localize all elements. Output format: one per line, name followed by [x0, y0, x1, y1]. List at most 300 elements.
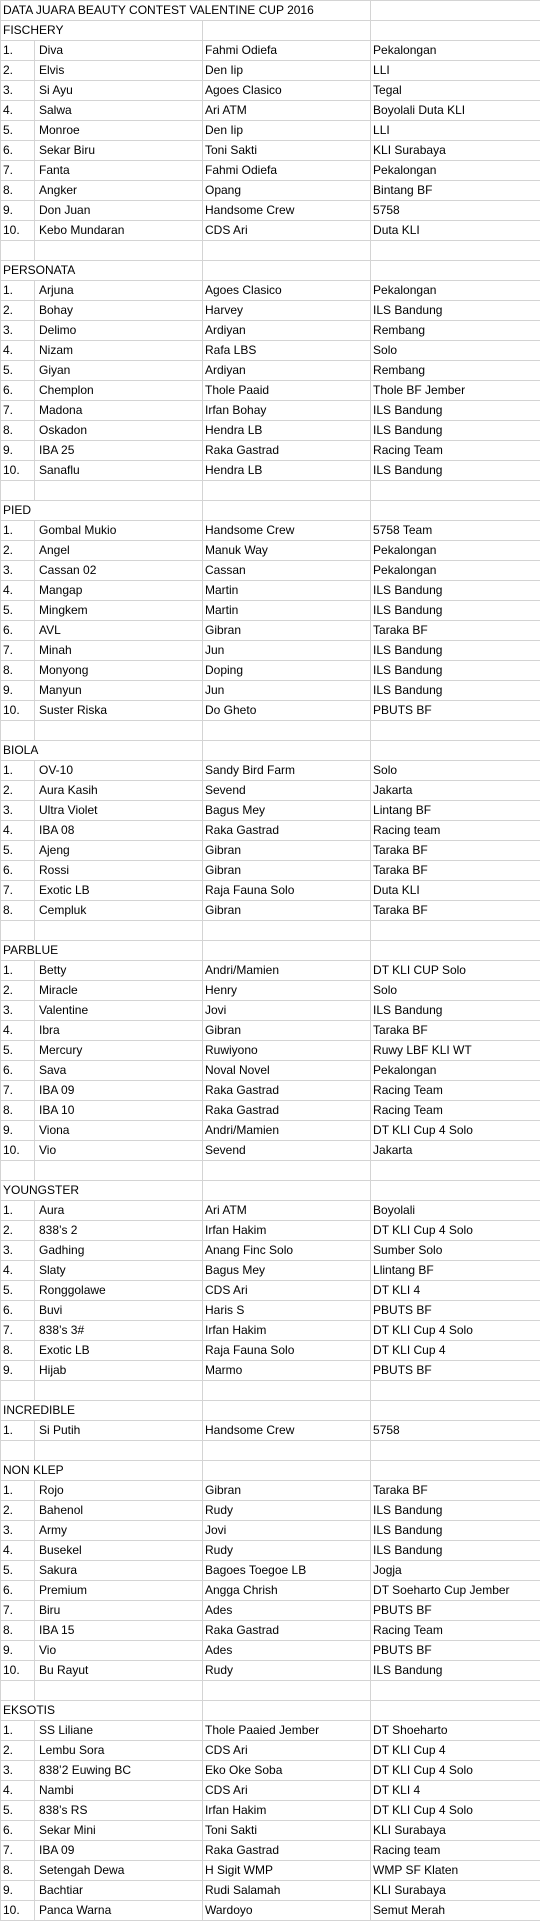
team-cell[interactable]: 5758 [371, 1421, 540, 1441]
owner-cell[interactable]: Wardoyo [203, 1901, 371, 1921]
bird-name-cell[interactable]: Nizam [35, 341, 203, 361]
rank-cell[interactable]: 1. [1, 761, 35, 781]
rank-cell[interactable]: 8. [1, 1861, 35, 1881]
bird-name-cell[interactable]: Aura [35, 1201, 203, 1221]
owner-cell[interactable]: Cassan [203, 561, 371, 581]
team-cell[interactable]: Pekalongan [371, 541, 540, 561]
rank-cell[interactable]: 6. [1, 1061, 35, 1081]
team-cell[interactable]: 5758 Team [371, 521, 540, 541]
bird-name-cell[interactable]: Viona [35, 1121, 203, 1141]
team-cell[interactable]: Pekalongan [371, 561, 540, 581]
bird-name-cell[interactable]: Chemplon [35, 381, 203, 401]
rank-cell[interactable]: 10. [1, 701, 35, 721]
rank-cell[interactable]: 9. [1, 1881, 35, 1901]
team-cell[interactable]: Racing Team [371, 1101, 540, 1121]
team-cell[interactable]: ILS Bandung [371, 461, 540, 481]
bird-name-cell[interactable]: Monyong [35, 661, 203, 681]
team-cell[interactable]: Llintang BF [371, 1261, 540, 1281]
team-cell[interactable]: DT KLI Cup 4 Solo [371, 1801, 540, 1821]
team-cell[interactable]: Solo [371, 341, 540, 361]
empty-cell[interactable] [371, 1461, 540, 1481]
owner-cell[interactable]: Irfan Hakim [203, 1221, 371, 1241]
owner-cell[interactable]: Irfan Hakim [203, 1321, 371, 1341]
owner-cell[interactable]: Opang [203, 181, 371, 201]
owner-cell[interactable]: Martin [203, 601, 371, 621]
empty-cell[interactable] [371, 1181, 540, 1201]
rank-cell[interactable]: 7. [1, 1841, 35, 1861]
owner-cell[interactable]: Eko Oke Soba [203, 1761, 371, 1781]
team-cell[interactable]: Solo [371, 761, 540, 781]
owner-cell[interactable]: Thole Paaid [203, 381, 371, 401]
bird-name-cell[interactable]: Don Juan [35, 201, 203, 221]
rank-cell[interactable]: 6. [1, 861, 35, 881]
team-cell[interactable]: Duta KLI [371, 221, 540, 241]
bird-name-cell[interactable]: Suster Riska [35, 701, 203, 721]
empty-cell[interactable] [1, 1381, 35, 1401]
owner-cell[interactable]: Fahmi Odiefa [203, 161, 371, 181]
bird-name-cell[interactable]: Angker [35, 181, 203, 201]
bird-name-cell[interactable]: Diva [35, 41, 203, 61]
owner-cell[interactable]: Noval Novel [203, 1061, 371, 1081]
rank-cell[interactable]: 8. [1, 181, 35, 201]
owner-cell[interactable]: Raka Gastrad [203, 1081, 371, 1101]
rank-cell[interactable]: 9. [1, 201, 35, 221]
bird-name-cell[interactable]: Salwa [35, 101, 203, 121]
bird-name-cell[interactable]: Slaty [35, 1261, 203, 1281]
rank-cell[interactable]: 9. [1, 441, 35, 461]
empty-cell[interactable] [203, 941, 371, 961]
owner-cell[interactable]: Harvey [203, 301, 371, 321]
empty-cell[interactable] [203, 261, 371, 281]
empty-cell[interactable] [371, 1381, 540, 1401]
owner-cell[interactable]: Andri/Mamien [203, 961, 371, 981]
bird-name-cell[interactable]: 838’2 Euwing BC [35, 1761, 203, 1781]
bird-name-cell[interactable]: Kebo Mundaran [35, 221, 203, 241]
team-cell[interactable]: Pekalongan [371, 161, 540, 181]
team-cell[interactable]: ILS Bandung [371, 301, 540, 321]
empty-cell[interactable] [203, 1441, 371, 1461]
bird-name-cell[interactable]: Monroe [35, 121, 203, 141]
rank-cell[interactable]: 2. [1, 781, 35, 801]
section-title[interactable]: NON KLEP [1, 1461, 203, 1481]
owner-cell[interactable]: Rudy [203, 1501, 371, 1521]
team-cell[interactable]: ILS Bandung [371, 421, 540, 441]
team-cell[interactable]: Pekalongan [371, 281, 540, 301]
owner-cell[interactable]: Raka Gastrad [203, 1101, 371, 1121]
team-cell[interactable]: DT KLI 4 [371, 1781, 540, 1801]
empty-cell[interactable] [371, 941, 540, 961]
owner-cell[interactable]: Raka Gastrad [203, 441, 371, 461]
rank-cell[interactable]: 6. [1, 141, 35, 161]
team-cell[interactable]: ILS Bandung [371, 641, 540, 661]
bird-name-cell[interactable]: Minah [35, 641, 203, 661]
bird-name-cell[interactable]: Arjuna [35, 281, 203, 301]
rank-cell[interactable]: 10. [1, 1661, 35, 1681]
bird-name-cell[interactable]: SS Liliane [35, 1721, 203, 1741]
bird-name-cell[interactable]: Premium [35, 1581, 203, 1601]
owner-cell[interactable]: Raka Gastrad [203, 1841, 371, 1861]
empty-cell[interactable] [1, 1161, 35, 1181]
bird-name-cell[interactable]: Vio [35, 1141, 203, 1161]
empty-cell[interactable] [371, 481, 540, 501]
team-cell[interactable]: DT Shoeharto [371, 1721, 540, 1741]
rank-cell[interactable]: 7. [1, 161, 35, 181]
bird-name-cell[interactable]: Setengah Dewa [35, 1861, 203, 1881]
team-cell[interactable]: LLI [371, 61, 540, 81]
rank-cell[interactable]: 2. [1, 61, 35, 81]
bird-name-cell[interactable]: Panca Warna [35, 1901, 203, 1921]
empty-cell[interactable] [1, 241, 35, 261]
rank-cell[interactable]: 6. [1, 1821, 35, 1841]
bird-name-cell[interactable]: Bu Rayut [35, 1661, 203, 1681]
team-cell[interactable]: Boyolali [371, 1201, 540, 1221]
team-cell[interactable]: ILS Bandung [371, 681, 540, 701]
empty-cell[interactable] [371, 1681, 540, 1701]
empty-cell[interactable] [371, 261, 540, 281]
rank-cell[interactable]: 4. [1, 1261, 35, 1281]
team-cell[interactable]: Jakarta [371, 1141, 540, 1161]
bird-name-cell[interactable]: Rossi [35, 861, 203, 881]
owner-cell[interactable]: Angga Chrish [203, 1581, 371, 1601]
bird-name-cell[interactable]: Army [35, 1521, 203, 1541]
owner-cell[interactable]: Handsome Crew [203, 521, 371, 541]
bird-name-cell[interactable]: Ibra [35, 1021, 203, 1041]
team-cell[interactable]: Taraka BF [371, 621, 540, 641]
section-title[interactable]: FISCHERY [1, 21, 203, 41]
owner-cell[interactable]: H Sigit WMP [203, 1861, 371, 1881]
bird-name-cell[interactable]: Sava [35, 1061, 203, 1081]
owner-cell[interactable]: Gibran [203, 901, 371, 921]
rank-cell[interactable]: 3. [1, 1001, 35, 1021]
team-cell[interactable]: ILS Bandung [371, 1661, 540, 1681]
rank-cell[interactable]: 10. [1, 461, 35, 481]
empty-cell[interactable] [203, 481, 371, 501]
team-cell[interactable]: ILS Bandung [371, 1501, 540, 1521]
owner-cell[interactable]: Gibran [203, 1021, 371, 1041]
empty-cell[interactable] [35, 481, 203, 501]
team-cell[interactable]: ILS Bandung [371, 1541, 540, 1561]
team-cell[interactable]: Racing Team [371, 1081, 540, 1101]
bird-name-cell[interactable]: Cassan 02 [35, 561, 203, 581]
rank-cell[interactable]: 3. [1, 561, 35, 581]
rank-cell[interactable]: 8. [1, 901, 35, 921]
empty-cell[interactable] [1, 1441, 35, 1461]
bird-name-cell[interactable]: Exotic LB [35, 881, 203, 901]
rank-cell[interactable]: 7. [1, 1081, 35, 1101]
bird-name-cell[interactable]: Oskadon [35, 421, 203, 441]
team-cell[interactable]: DT KLI Cup 4 [371, 1341, 540, 1361]
owner-cell[interactable]: Gibran [203, 841, 371, 861]
empty-cell[interactable] [371, 1161, 540, 1181]
owner-cell[interactable]: Ades [203, 1601, 371, 1621]
empty-cell[interactable] [1, 721, 35, 741]
rank-cell[interactable]: 1. [1, 1421, 35, 1441]
empty-cell[interactable] [203, 501, 371, 521]
bird-name-cell[interactable]: Si Ayu [35, 81, 203, 101]
owner-cell[interactable]: Marmo [203, 1361, 371, 1381]
rank-cell[interactable]: 10. [1, 1141, 35, 1161]
owner-cell[interactable]: Andri/Mamien [203, 1121, 371, 1141]
bird-name-cell[interactable]: Si Putih [35, 1421, 203, 1441]
owner-cell[interactable]: Hendra LB [203, 461, 371, 481]
rank-cell[interactable]: 2. [1, 981, 35, 1001]
owner-cell[interactable]: Rafa LBS [203, 341, 371, 361]
owner-cell[interactable]: Toni Sakti [203, 141, 371, 161]
bird-name-cell[interactable]: Sanaflu [35, 461, 203, 481]
empty-cell[interactable] [35, 1381, 203, 1401]
bird-name-cell[interactable]: Ultra Violet [35, 801, 203, 821]
team-cell[interactable]: Boyolali Duta KLI [371, 101, 540, 121]
owner-cell[interactable]: Do Gheto [203, 701, 371, 721]
rank-cell[interactable]: 4. [1, 101, 35, 121]
team-cell[interactable]: DT KLI 4 [371, 1281, 540, 1301]
bird-name-cell[interactable]: Sekar Biru [35, 141, 203, 161]
bird-name-cell[interactable]: Biru [35, 1601, 203, 1621]
team-cell[interactable]: KLI Surabaya [371, 1821, 540, 1841]
rank-cell[interactable]: 6. [1, 621, 35, 641]
empty-cell[interactable] [203, 1701, 371, 1721]
rank-cell[interactable]: 9. [1, 1361, 35, 1381]
team-cell[interactable]: Sumber Solo [371, 1241, 540, 1261]
owner-cell[interactable]: Jun [203, 641, 371, 661]
bird-name-cell[interactable]: Madona [35, 401, 203, 421]
section-title[interactable]: INCREDIBLE [1, 1401, 203, 1421]
rank-cell[interactable]: 7. [1, 1321, 35, 1341]
team-cell[interactable]: Rembang [371, 361, 540, 381]
rank-cell[interactable]: 8. [1, 661, 35, 681]
team-cell[interactable]: Taraka BF [371, 861, 540, 881]
team-cell[interactable]: PBUTS BF [371, 1641, 540, 1661]
section-title[interactable]: PERSONATA [1, 261, 203, 281]
bird-name-cell[interactable]: AVL [35, 621, 203, 641]
owner-cell[interactable]: Agoes Clasico [203, 281, 371, 301]
rank-cell[interactable]: 5. [1, 121, 35, 141]
rank-cell[interactable]: 8. [1, 421, 35, 441]
bird-name-cell[interactable]: Ronggolawe [35, 1281, 203, 1301]
owner-cell[interactable]: Thole Paaied Jember [203, 1721, 371, 1741]
team-cell[interactable]: Jakarta [371, 781, 540, 801]
owner-cell[interactable]: Den Iip [203, 121, 371, 141]
rank-cell[interactable]: 5. [1, 1561, 35, 1581]
section-title[interactable]: PIED [1, 501, 203, 521]
owner-cell[interactable]: CDS Ari [203, 1741, 371, 1761]
bird-name-cell[interactable]: Aura Kasih [35, 781, 203, 801]
rank-cell[interactable]: 2. [1, 1221, 35, 1241]
team-cell[interactable]: DT KLI Cup 4 Solo [371, 1121, 540, 1141]
owner-cell[interactable]: Hendra LB [203, 421, 371, 441]
rank-cell[interactable]: 4. [1, 581, 35, 601]
bird-name-cell[interactable]: IBA 09 [35, 1081, 203, 1101]
bird-name-cell[interactable]: IBA 15 [35, 1621, 203, 1641]
owner-cell[interactable]: Anang Finc Solo [203, 1241, 371, 1261]
rank-cell[interactable]: 1. [1, 1721, 35, 1741]
bird-name-cell[interactable]: Manyun [35, 681, 203, 701]
owner-cell[interactable]: Jun [203, 681, 371, 701]
team-cell[interactable]: ILS Bandung [371, 1521, 540, 1541]
team-cell[interactable]: Ruwy LBF KLI WT [371, 1041, 540, 1061]
bird-name-cell[interactable]: Gombal Mukio [35, 521, 203, 541]
team-cell[interactable]: DT KLI CUP Solo [371, 961, 540, 981]
team-cell[interactable]: LLI [371, 121, 540, 141]
empty-cell[interactable] [203, 1161, 371, 1181]
empty-cell[interactable] [203, 21, 371, 41]
rank-cell[interactable]: 7. [1, 881, 35, 901]
team-cell[interactable]: Taraka BF [371, 1021, 540, 1041]
rank-cell[interactable]: 1. [1, 41, 35, 61]
bird-name-cell[interactable]: Gadhing [35, 1241, 203, 1261]
owner-cell[interactable]: Bagoes Toegoe LB [203, 1561, 371, 1581]
owner-cell[interactable]: Handsome Crew [203, 201, 371, 221]
owner-cell[interactable]: Sevend [203, 1141, 371, 1161]
team-cell[interactable]: KLI Surabaya [371, 1881, 540, 1901]
empty-cell[interactable] [1, 921, 35, 941]
rank-cell[interactable]: 8. [1, 1621, 35, 1641]
bird-name-cell[interactable]: Bohay [35, 301, 203, 321]
bird-name-cell[interactable]: Lembu Sora [35, 1741, 203, 1761]
team-cell[interactable]: Pekalongan [371, 41, 540, 61]
owner-cell[interactable]: Irfan Hakim [203, 1801, 371, 1821]
bird-name-cell[interactable]: Ajeng [35, 841, 203, 861]
owner-cell[interactable]: Raka Gastrad [203, 821, 371, 841]
owner-cell[interactable]: Ardiyan [203, 361, 371, 381]
empty-cell[interactable] [203, 1681, 371, 1701]
empty-cell[interactable] [371, 1701, 540, 1721]
rank-cell[interactable]: 9. [1, 1121, 35, 1141]
empty-cell[interactable] [371, 1401, 540, 1421]
bird-name-cell[interactable]: Mangap [35, 581, 203, 601]
rank-cell[interactable]: 2. [1, 541, 35, 561]
rank-cell[interactable]: 5. [1, 1041, 35, 1061]
team-cell[interactable]: Rembang [371, 321, 540, 341]
team-cell[interactable]: ILS Bandung [371, 601, 540, 621]
rank-cell[interactable]: 5. [1, 1281, 35, 1301]
team-cell[interactable]: Racing Team [371, 1621, 540, 1641]
owner-cell[interactable]: Ruwiyono [203, 1041, 371, 1061]
owner-cell[interactable]: Bagus Mey [203, 801, 371, 821]
owner-cell[interactable]: Gibran [203, 621, 371, 641]
team-cell[interactable]: ILS Bandung [371, 581, 540, 601]
owner-cell[interactable]: Doping [203, 661, 371, 681]
bird-name-cell[interactable]: Fanta [35, 161, 203, 181]
owner-cell[interactable]: Ari ATM [203, 101, 371, 121]
rank-cell[interactable]: 8. [1, 1341, 35, 1361]
team-cell[interactable]: DT KLI Cup 4 Solo [371, 1761, 540, 1781]
owner-cell[interactable]: Gibran [203, 1481, 371, 1501]
rank-cell[interactable]: 5. [1, 361, 35, 381]
rank-cell[interactable]: 10. [1, 221, 35, 241]
empty-cell[interactable] [371, 921, 540, 941]
bird-name-cell[interactable]: IBA 09 [35, 1841, 203, 1861]
section-title[interactable]: PARBLUE [1, 941, 203, 961]
owner-cell[interactable]: Manuk Way [203, 541, 371, 561]
rank-cell[interactable]: 4. [1, 1781, 35, 1801]
bird-name-cell[interactable]: Elvis [35, 61, 203, 81]
owner-cell[interactable]: Martin [203, 581, 371, 601]
bird-name-cell[interactable]: 838’s 2 [35, 1221, 203, 1241]
empty-cell[interactable] [1, 481, 35, 501]
owner-cell[interactable]: Sandy Bird Farm [203, 761, 371, 781]
rank-cell[interactable]: 3. [1, 321, 35, 341]
bird-name-cell[interactable]: 838’s RS [35, 1801, 203, 1821]
owner-cell[interactable]: Henry [203, 981, 371, 1001]
bird-name-cell[interactable]: Sekar Mini [35, 1821, 203, 1841]
team-cell[interactable]: PBUTS BF [371, 1361, 540, 1381]
bird-name-cell[interactable]: IBA 08 [35, 821, 203, 841]
empty-cell[interactable] [1, 1681, 35, 1701]
bird-name-cell[interactable]: Mercury [35, 1041, 203, 1061]
owner-cell[interactable]: CDS Ari [203, 221, 371, 241]
bird-name-cell[interactable]: Buvi [35, 1301, 203, 1321]
bird-name-cell[interactable]: Nambi [35, 1781, 203, 1801]
owner-cell[interactable]: Raja Fauna Solo [203, 1341, 371, 1361]
rank-cell[interactable]: 3. [1, 1241, 35, 1261]
owner-cell[interactable]: Jovi [203, 1001, 371, 1021]
rank-cell[interactable]: 2. [1, 1501, 35, 1521]
team-cell[interactable]: WMP SF Klaten [371, 1861, 540, 1881]
empty-cell[interactable] [371, 241, 540, 261]
rank-cell[interactable]: 1. [1, 1481, 35, 1501]
bird-name-cell[interactable]: Hijab [35, 1361, 203, 1381]
empty-cell[interactable] [203, 1401, 371, 1421]
bird-name-cell[interactable]: 838’s 3# [35, 1321, 203, 1341]
team-cell[interactable]: Lintang BF [371, 801, 540, 821]
team-cell[interactable]: Thole BF Jember [371, 381, 540, 401]
rank-cell[interactable]: 5. [1, 1801, 35, 1821]
owner-cell[interactable]: Gibran [203, 861, 371, 881]
bird-name-cell[interactable]: Mingkem [35, 601, 203, 621]
sheet-title[interactable]: DATA JUARA BEAUTY CONTEST VALENTINE CUP 2016 [1, 1, 371, 21]
team-cell[interactable]: DT Soeharto Cup Jember [371, 1581, 540, 1601]
team-cell[interactable]: Pekalongan [371, 1061, 540, 1081]
team-cell[interactable]: Taraka BF [371, 841, 540, 861]
owner-cell[interactable]: Den Iip [203, 61, 371, 81]
owner-cell[interactable]: Sevend [203, 781, 371, 801]
owner-cell[interactable]: Ardiyan [203, 321, 371, 341]
section-title[interactable]: YOUNGSTER [1, 1181, 203, 1201]
team-cell[interactable]: ILS Bandung [371, 661, 540, 681]
section-title[interactable]: EKSOTIS [1, 1701, 203, 1721]
owner-cell[interactable]: Haris S [203, 1301, 371, 1321]
empty-cell[interactable] [371, 721, 540, 741]
rank-cell[interactable]: 7. [1, 641, 35, 661]
owner-cell[interactable]: Fahmi Odiefa [203, 41, 371, 61]
section-title[interactable]: BIOLA [1, 741, 203, 761]
rank-cell[interactable]: 4. [1, 1541, 35, 1561]
team-cell[interactable]: Taraka BF [371, 901, 540, 921]
owner-cell[interactable]: Handsome Crew [203, 1421, 371, 1441]
rank-cell[interactable]: 7. [1, 401, 35, 421]
rank-cell[interactable]: 5. [1, 841, 35, 861]
empty-cell[interactable] [35, 721, 203, 741]
team-cell[interactable]: Racing team [371, 821, 540, 841]
owner-cell[interactable]: Agoes Clasico [203, 81, 371, 101]
team-cell[interactable]: ILS Bandung [371, 1001, 540, 1021]
bird-name-cell[interactable]: Betty [35, 961, 203, 981]
bird-name-cell[interactable]: Miracle [35, 981, 203, 1001]
rank-cell[interactable]: 4. [1, 341, 35, 361]
bird-name-cell[interactable]: OV-10 [35, 761, 203, 781]
rank-cell[interactable]: 4. [1, 821, 35, 841]
team-cell[interactable]: ILS Bandung [371, 401, 540, 421]
bird-name-cell[interactable]: IBA 10 [35, 1101, 203, 1121]
empty-cell[interactable] [35, 1161, 203, 1181]
owner-cell[interactable]: Rudy [203, 1661, 371, 1681]
empty-cell[interactable] [35, 1681, 203, 1701]
owner-cell[interactable]: CDS Ari [203, 1781, 371, 1801]
empty-cell[interactable] [203, 921, 371, 941]
team-cell[interactable]: DT KLI Cup 4 Solo [371, 1221, 540, 1241]
rank-cell[interactable]: 7. [1, 1601, 35, 1621]
